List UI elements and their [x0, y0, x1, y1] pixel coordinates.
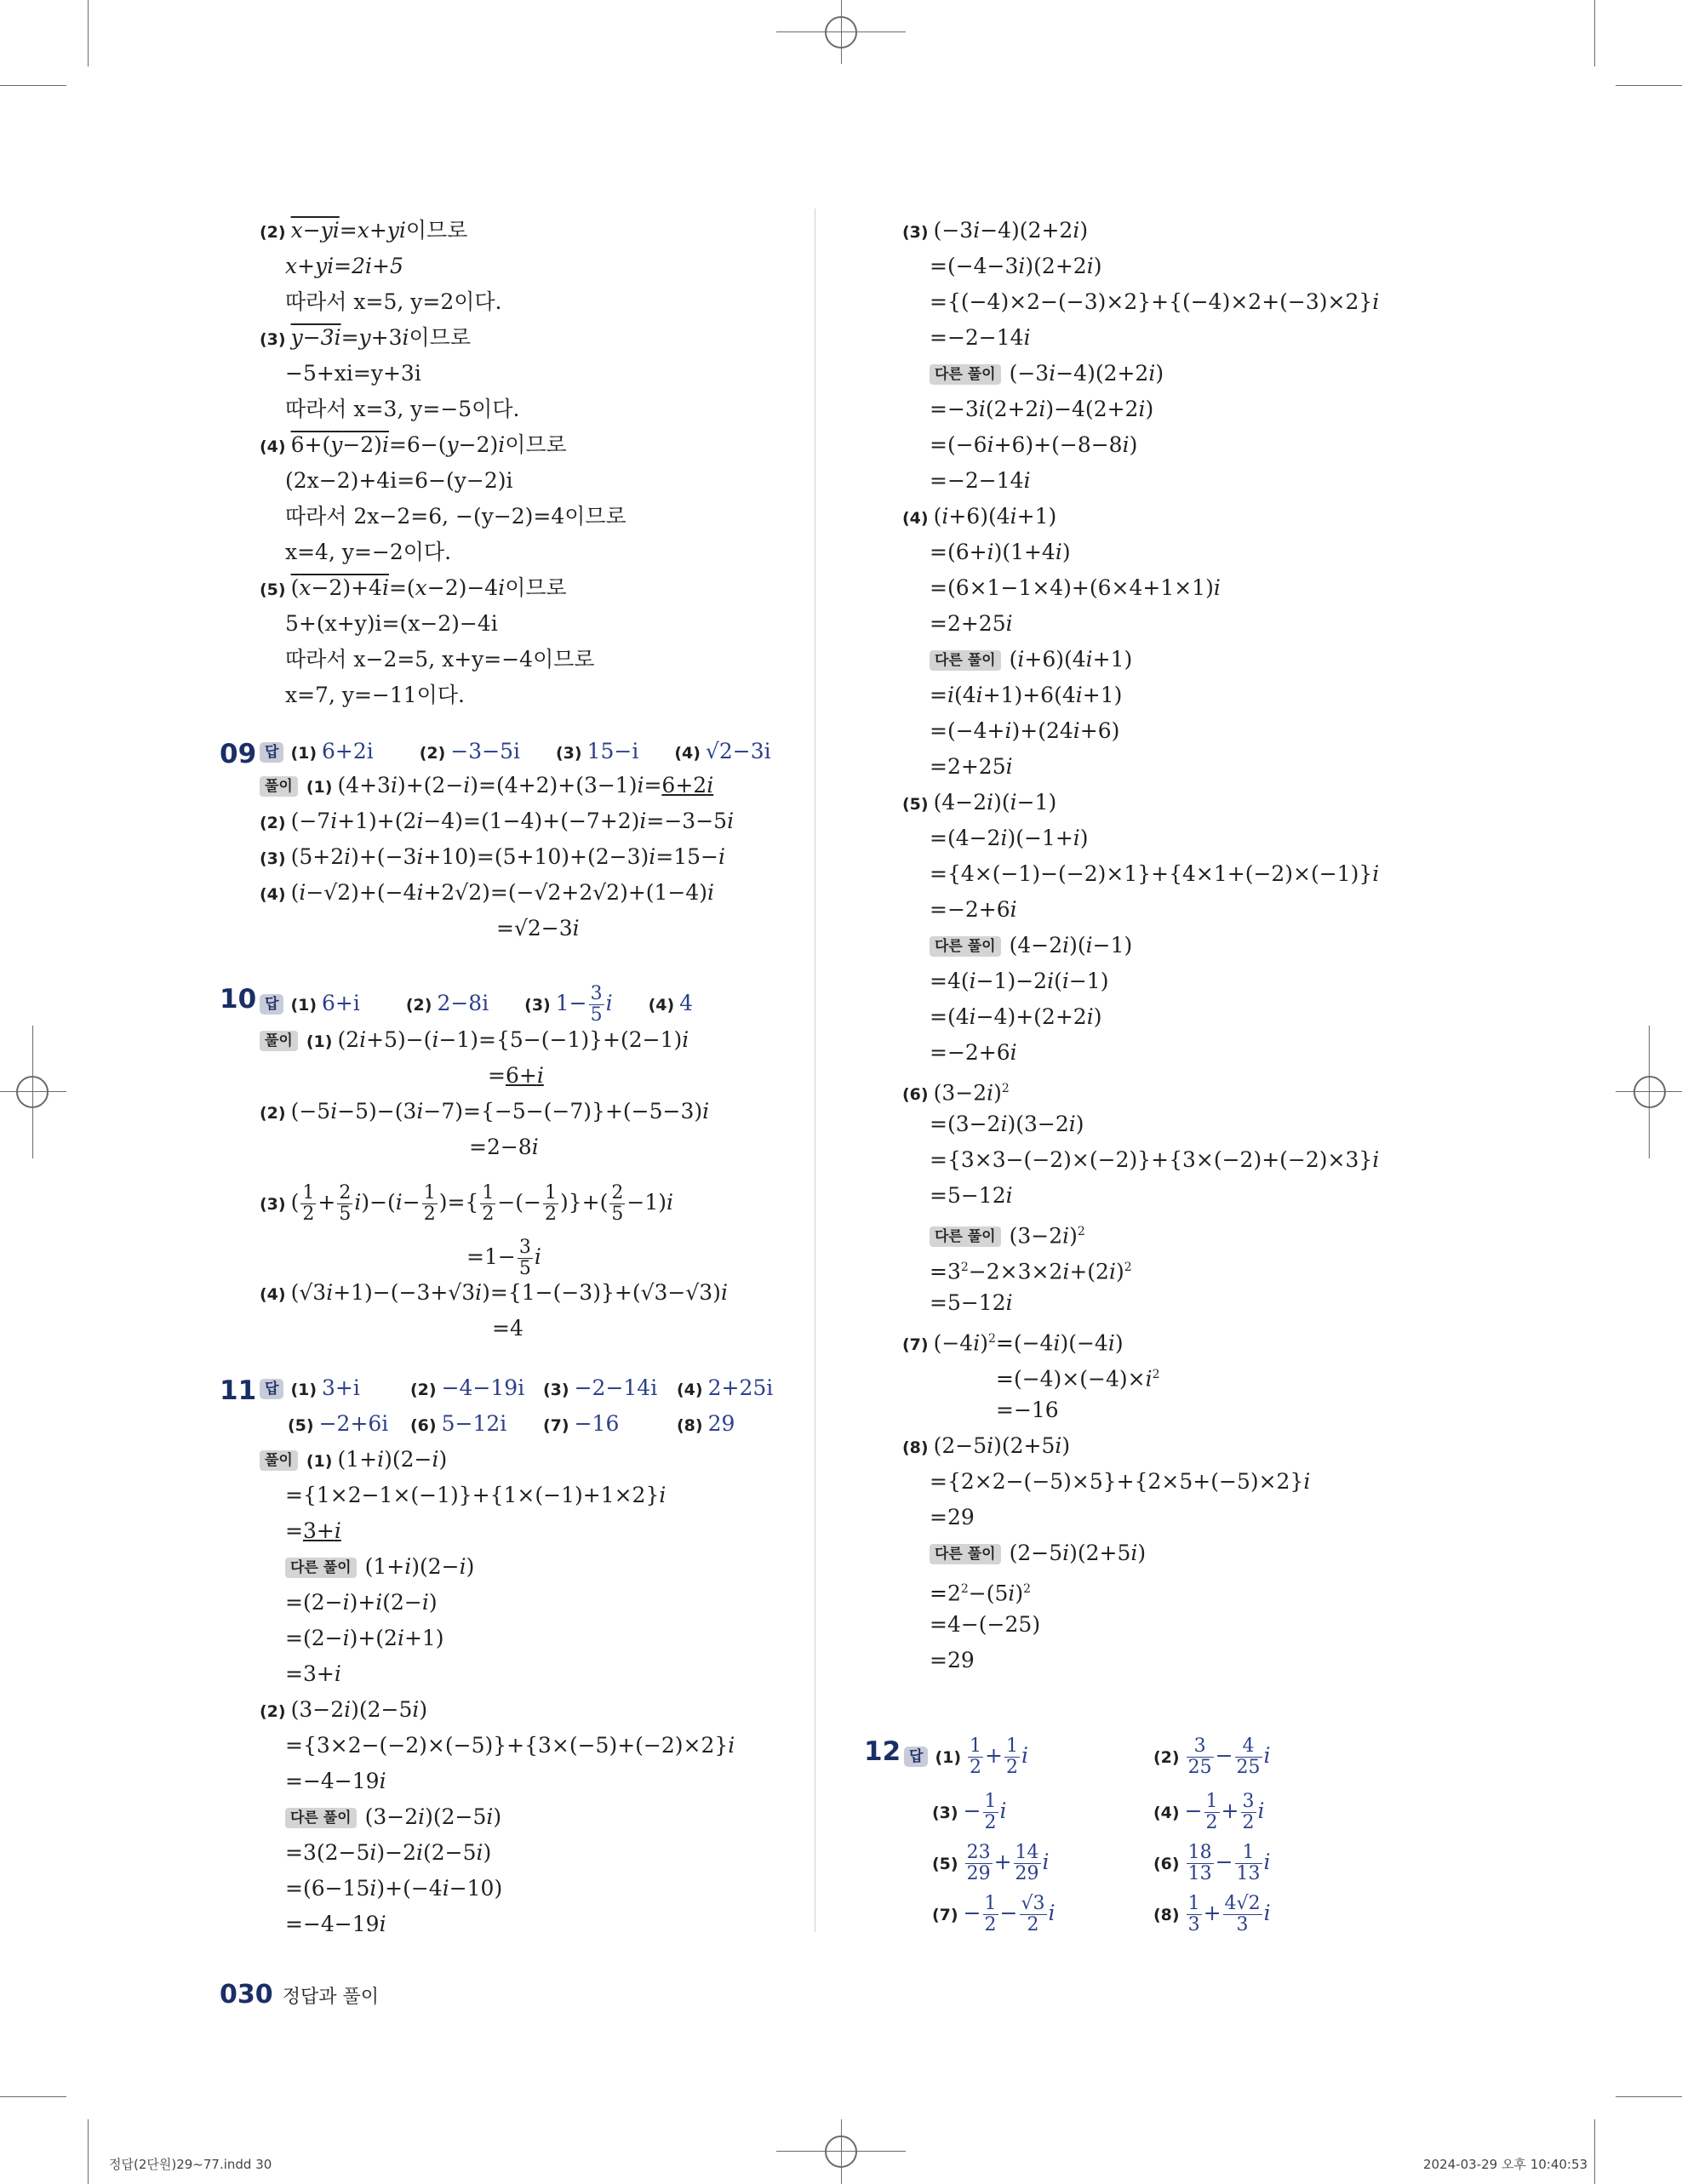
problem-number: 09 [220, 739, 257, 769]
math-line: 다른 풀이 (1+i)(2−i) [285, 1554, 474, 1580]
math-line: =6+i [488, 1063, 544, 1088]
math-line: 따라서 x=3, y=−5이다. [285, 397, 520, 421]
file-slug: 정답(2단원)29~77.indd 30 [109, 2157, 272, 2172]
math-line: (2x−2)+4i=6−(y−2)i [285, 468, 513, 493]
solution-badge: 풀이 [260, 1450, 298, 1471]
answer-item: (5) $\frac{23}{29}$ + $\frac{14}{29}$ i [932, 1842, 1050, 1884]
math-line: 따라서 x=5, y=2이다. [285, 289, 502, 314]
math-line: =(6×1−1×4)+(6×4+1×1)i [930, 575, 1221, 600]
math-line: 다른 풀이 (3−2i)(2−5i) [285, 1804, 501, 1830]
crop-mark [841, 2119, 842, 2184]
print-timestamp: 2024-03-29 오후 10:40:53 [1423, 2157, 1588, 2172]
answer-line: 답 (1) 3+i [260, 1375, 360, 1403]
math-line: =29 [930, 1505, 975, 1529]
answer-line: 답 (1) 6+2i (2) −3−5i (3) 15−i (4) √2−3i [260, 739, 771, 766]
math-line: (7) $(-4i)^2=(-4i)(-4i)$ [902, 1330, 1124, 1356]
math-line: ={(−4)×2−(−3)×2}+{(−4)×2+(−3)×2}i [930, 289, 1380, 314]
math-line: (2) (−7i+1)+(2i−4)=(1−4)+(−7+2)i=−3−5i [260, 809, 735, 833]
math-line: ={4×(−1)−(−2)×1}+{4×1+(−2)×(−1)}i [930, 861, 1380, 886]
math-line: =3(2−5i)−2i(2−5i) [285, 1840, 492, 1865]
math-line: =(4−2i)(−1+i) [930, 826, 1089, 850]
math-line: =−2−14i [930, 325, 1031, 350]
solution-badge: 풀이 [260, 1031, 298, 1051]
math-line: (2) (−5i−5)−(3i−7)={−5−(−7)}+(−5−3)i [260, 1099, 710, 1123]
math-line: 풀이 (1) (2i+5)−(i−1)={5−(−1)}+(2−1)i [260, 1027, 689, 1055]
answer-badge: 답 [260, 742, 283, 763]
math-line: $=3^2-2\times 3\times 2i+(2i)^2$ [930, 1259, 1132, 1284]
math-line: =−16 [996, 1398, 1059, 1422]
answer-item: 답 (1) $\frac{1}{2}$ + $\frac{1}{2}$ i [904, 1736, 1028, 1778]
math-line: $=2^2-(5i)^2$ [930, 1581, 1032, 1606]
math-line: =(−4−3i)(2+2i) [930, 254, 1102, 278]
answer-item: (3) − $\frac{1}{2}$ i [932, 1791, 1007, 1833]
math-line: x=7, y=−11이다. [285, 683, 465, 707]
answer-item: (8) 29 [677, 1411, 735, 1436]
math-line: 다른 풀이 $(3-2i)^2$ [930, 1219, 1085, 1249]
answer-badge: 답 [260, 994, 283, 1015]
math-line: (2) x−yi=x+yi이므로 [260, 218, 468, 243]
crop-mark [88, 0, 89, 66]
math-line: 다른 풀이 (4−2i)(i−1) [930, 933, 1132, 958]
answer-item: (5) −2+6i [288, 1411, 389, 1436]
answer-badge: 답 [904, 1747, 928, 1767]
crop-mark [0, 2096, 66, 2097]
crop-mark [1616, 85, 1682, 86]
math-line: (3) (5+2i)+(−3i+10)=(5+10)+(2−3)i=15−i [260, 844, 725, 869]
math-line: (4) (√3i+1)−(−3+√3i)={1−(−3)}+(√3−√3)i [260, 1280, 728, 1305]
math-line: =2+25i [930, 754, 1013, 779]
answer-item: (3) −2−14i [543, 1375, 658, 1400]
math-line: 5+(x+y)i=(x−2)−4i [285, 611, 498, 636]
math-line: =1− $\frac{3}{5}$ i [466, 1237, 541, 1279]
answer-item: (8) $\frac{1}{3}$ + $\frac{4√2}{3}$ i [1153, 1893, 1271, 1935]
alt-solution-badge: 다른 풀이 [285, 1558, 357, 1578]
math-line: =i(4i+1)+6(4i+1) [930, 683, 1123, 707]
math-line: (3) (−3i−4)(2+2i) [902, 218, 1089, 243]
math-line: 풀이 (1) (1+i)(2−i) [260, 1447, 447, 1474]
math-line: 따라서 x−2=5, x+y=−4이므로 [285, 647, 595, 672]
math-line: =−2−14i [930, 468, 1031, 493]
math-line: 다른 풀이 (−3i−4)(2+2i) [930, 361, 1164, 386]
math-line: −5+xi=y+3i [285, 361, 421, 386]
math-line: ={1×2−1×(−1)}+{1×(−1)+1×2}i [285, 1483, 667, 1507]
math-line: =29 [930, 1648, 975, 1672]
math-line: =4 [492, 1316, 523, 1341]
math-line: =(−6i+6)+(−8−8i) [930, 432, 1138, 457]
crop-mark [32, 1026, 33, 1158]
page-footer [220, 1980, 379, 2010]
math-line: =−2+6i [930, 897, 1017, 922]
crop-mark [1594, 0, 1595, 66]
solution-badge: 풀이 [260, 776, 298, 797]
math-line: =4(i−1)−2i(i−1) [930, 969, 1109, 993]
math-line: 다른 풀이 (i+6)(4i+1) [930, 647, 1132, 672]
math-line: =3+i [285, 1661, 341, 1686]
math-line: =3+i [285, 1518, 341, 1543]
math-line: x=4, y=−2이다. [285, 540, 452, 564]
registration-mark [1633, 1076, 1666, 1108]
math-line: =√2−3i [496, 916, 580, 940]
answer-item: (4) 2+25i [677, 1375, 774, 1400]
math-line: (3) ( $\frac{1}{2}$ + $\frac{2}{5}$ i)−(i− $\frac{1}{2}$ )={ $\frac{1}{2}$ −(− $\frac{1}{2}$ )}+( $\frac{2}{5}$ −1)i [260, 1182, 673, 1225]
math-line: =(2−i)+(2i+1) [285, 1626, 444, 1650]
math-line: 다른 풀이 (2−5i)(2+5i) [930, 1541, 1146, 1566]
math-line: =−4−19i [285, 1769, 386, 1793]
math-line: (4) 6+(y−2)i=6−(y−2)i이므로 [260, 432, 567, 457]
answer-item: (6) 5−12i [410, 1411, 507, 1436]
math-line: $=(-4)\times(-4)\times i^2$ [996, 1366, 1160, 1392]
math-line: (2) (3−2i)(2−5i) [260, 1697, 428, 1722]
math-line: (5) (4−2i)(i−1) [902, 790, 1057, 815]
alt-solution-badge: 다른 풀이 [930, 650, 1001, 671]
math-line: ={3×2−(−2)×(−5)}+{3×(−5)+(−2)×2}i [285, 1733, 735, 1758]
math-line: (4) (i−√2)+(−4i+2√2)=(−√2+2√2)+(1−4)i [260, 880, 715, 905]
math-line: =(6+i)(1+4i) [930, 540, 1071, 564]
answer-item: (6) $\frac{18}{13}$ − $\frac{1}{13}$ i [1153, 1842, 1271, 1884]
alt-solution-badge: 다른 풀이 [930, 1544, 1001, 1564]
math-line: =(4i−4)+(2+2i) [930, 1004, 1102, 1029]
problem-number: 11 [220, 1375, 257, 1406]
answer-item: (7) −16 [543, 1411, 620, 1436]
answer-item: (4) − $\frac{1}{2}$ + $\frac{3}{2}$ i [1153, 1791, 1265, 1833]
alt-solution-badge: 다른 풀이 [930, 936, 1001, 957]
math-line: =4−(−25) [930, 1612, 1041, 1637]
math-line: ={3×3−(−2)×(−2)}+{3×(−2)+(−2)×3}i [930, 1147, 1380, 1172]
crop-mark [841, 0, 842, 64]
math-line: ={2×2−(−5)×5}+{2×5+(−5)×2}i [930, 1469, 1311, 1494]
math-line: (4) (i+6)(4i+1) [902, 504, 1057, 529]
math-line: =(2−i)+i(2−i) [285, 1590, 438, 1615]
math-line: =−2+6i [930, 1040, 1017, 1065]
math-line: =(3−2i)(3−2i) [930, 1112, 1084, 1136]
math-line: =2−8i [469, 1135, 539, 1159]
answer-item: (2) −4−19i [410, 1375, 525, 1400]
math-line: (3) y−3i=y+3i이므로 [260, 325, 471, 350]
math-line: (8) (2−5i)(2+5i) [902, 1433, 1071, 1458]
crop-mark [1594, 2119, 1595, 2184]
answer-item: (2) $\frac{3}{25}$ − $\frac{4}{25}$ i [1153, 1735, 1271, 1778]
problem-number: 12 [864, 1736, 901, 1767]
math-line: 풀이 (1) (4+3i)+(2−i)=(4+2)+(3−1)i=6+2i [260, 773, 713, 800]
math-line: (6) $(3-2i)^2$ [902, 1080, 1010, 1106]
crop-mark [0, 1091, 66, 1092]
math-line: 따라서 2x−2=6, −(y−2)=4이므로 [285, 504, 626, 529]
math-line: x+yi=2i+5 [285, 254, 403, 278]
math-line: =5−12i [930, 1183, 1013, 1208]
problem-number: 10 [220, 984, 257, 1015]
answer-item: (7) − $\frac{1}{2}$ − $\frac{√3}{2}$ i [932, 1893, 1056, 1935]
page-label: 정답과 풀이 [282, 1987, 379, 2008]
math-line: =(−4+i)+(24i+6) [930, 718, 1120, 743]
crop-mark [88, 2119, 89, 2184]
alt-solution-badge: 다른 풀이 [930, 1226, 1001, 1247]
math-line: =−4−19i [285, 1912, 386, 1936]
math-line: =−3i(2+2i)−4(2+2i) [930, 397, 1154, 421]
math-line: =2+25i [930, 611, 1013, 636]
math-line: =5−12i [930, 1290, 1013, 1315]
math-line: =(6−15i)+(−4i−10) [285, 1876, 503, 1901]
crop-mark [1616, 2096, 1682, 2097]
answer-line: 답 (1) 6+i (2) 2−8i (3) 1− $\frac{3}{5}$ i (4) 4 [260, 984, 693, 1026]
math-line: (5) (x−2)+4i=(x−2)−4i이므로 [260, 575, 567, 600]
alt-solution-badge: 다른 풀이 [930, 364, 1001, 385]
answer-badge: 답 [260, 1379, 283, 1399]
page-number: 030 [220, 1980, 273, 2010]
crop-mark [1649, 1026, 1650, 1158]
crop-mark [0, 85, 66, 86]
alt-solution-badge: 다른 풀이 [285, 1808, 357, 1828]
